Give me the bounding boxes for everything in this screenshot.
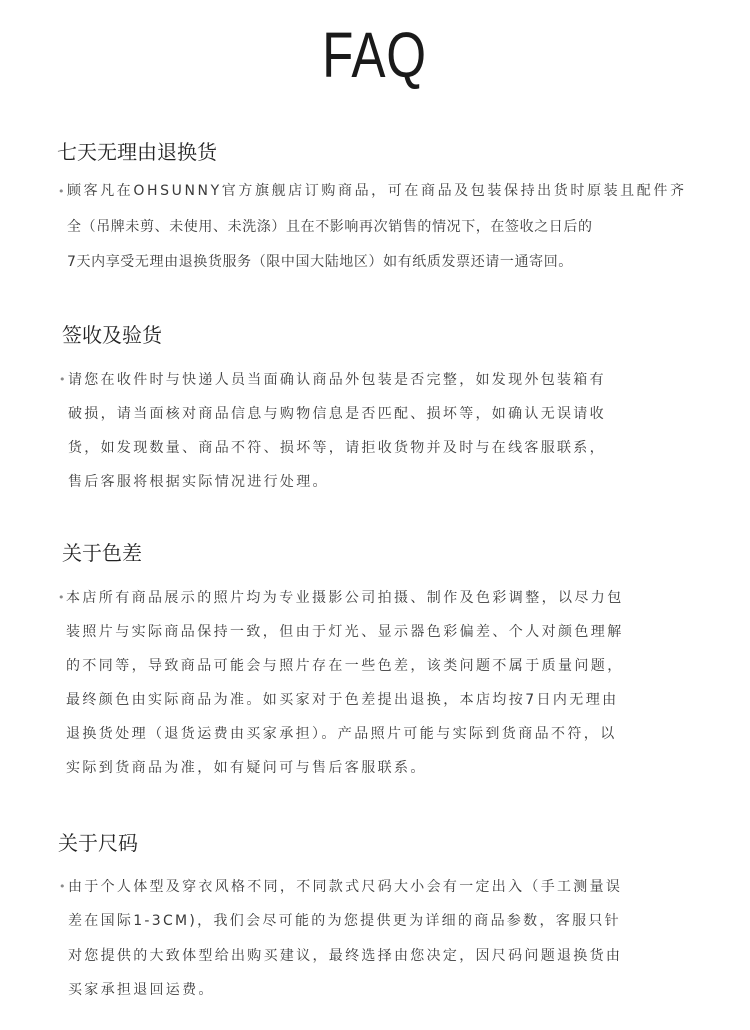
body-line — [58, 174, 687, 210]
body-line: 7天内享受无理由退换货服务（限中国大陆地区）如有纸质发票还请一通寄回。 — [67, 254, 573, 270]
body-line: 售后客服将根据实际情况进行处理。 — [68, 474, 329, 490]
body-line: 退换货处理（退货运费由买家承担）。产品照片可能与实际到货商品不符，以 — [66, 726, 617, 742]
body-line: 最终颜色由实际商品为准。如买家对于色差提出退换，本店均按7日内无理由 — [66, 692, 619, 708]
page-title — [0, 19, 750, 91]
body-line-text: 顾客凡在OHSUNNY官方旗舰店订购商品，可在商品及包装保持出货时原装且配件齐 — [67, 183, 687, 199]
bullet-dot-icon: • — [59, 373, 66, 386]
section-heading: 关于尺码 — [58, 831, 138, 855]
body-line: 全（吊牌未剪、未使用、未洗涤）且在不影响再次销售的情况下，在签收之日后的 — [67, 218, 593, 235]
section-body — [59, 870, 623, 1007]
body-line: 货，如发现数量、商品不符、损坏等，请拒收货物并及时与在线客服联系， — [68, 440, 606, 456]
body-line: 对您提供的大致体型给出购买建议，最终选择由您决定，因尺码问题退换货由 — [68, 947, 623, 964]
body-line — [59, 363, 606, 397]
body-line: 的不同等，导致商品可能会与照片存在一些色差，该类问题不属于质量问题， — [66, 658, 624, 674]
body-line-text: 请您在收件时与快递人员当面确认商品外包装是否完整，如发现外包装箱有 — [68, 372, 606, 388]
body-line: 装照片与实际商品保持一致，但由于灯光、显示器色彩偏差、个人对颜色理解 — [66, 624, 624, 640]
body-line — [59, 870, 623, 904]
body-line: 破损，请当面核对商品信息与购物信息是否匹配、损坏等，如确认无误请收 — [68, 406, 606, 422]
body-line: 实际到货商品为准，如有疑问可与售后客服联系。 — [66, 760, 427, 776]
body-line-text: 本店所有商品展示的照片均为专业摄影公司拍摄、制作及色彩调整，以尽力包 — [66, 590, 624, 606]
section-body — [58, 581, 624, 785]
bullet-dot-icon: • — [58, 591, 65, 604]
section-heading: 关于色差 — [62, 541, 142, 565]
body-line — [58, 581, 624, 615]
bullet-dot-icon: • — [59, 880, 66, 893]
bullet-dot-icon: • — [58, 185, 65, 198]
body-line: 差在国际1-3CM)，我们会尽可能的为您提供更为详细的商品参数，客服只针 — [68, 913, 621, 930]
section-body — [58, 174, 687, 281]
section-body — [59, 363, 606, 499]
section-heading: 七天无理由退换货 — [57, 140, 217, 164]
body-line-text: 由于个人体型及穿衣风格不同，不同款式尺码大小会有一定出入（手工测量误 — [68, 879, 623, 895]
body-line: 买家承担退回运费。 — [68, 981, 215, 998]
page-title-text: FAQ — [322, 19, 428, 91]
section-heading: 签收及验货 — [62, 323, 162, 347]
